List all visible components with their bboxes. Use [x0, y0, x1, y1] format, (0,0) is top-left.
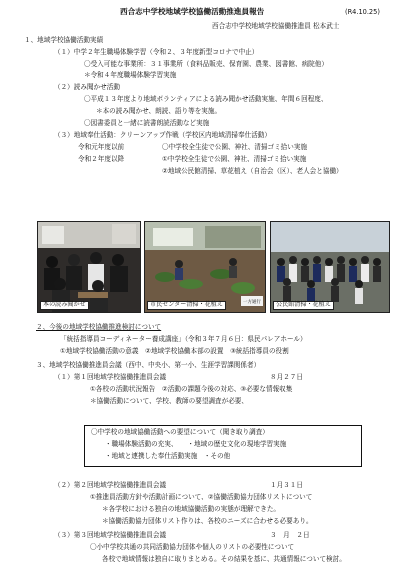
section1-heading: １、地域学校協働活動実績: [24, 36, 104, 44]
meeting2-date: １月３１日: [270, 481, 303, 489]
seminar-line: 「統括指導員コーディネーター養成講座」（令和３年７月６日：県民パレアホール）: [60, 335, 307, 343]
photo-civic-center: [144, 221, 266, 313]
meeting1-label: （１）第１回地域学校協働推進員会議: [54, 373, 167, 381]
meeting3-date: ３ 月 ２日: [270, 531, 310, 539]
item3-period1: 令和元年度以前: [78, 143, 125, 151]
photo-community-hall: [270, 221, 390, 313]
report-author: 西合志中学校地域学校協働推進員 松本武士: [212, 22, 340, 30]
community-hall-photo-image: [271, 222, 389, 312]
reading-photo-image: [38, 222, 140, 312]
report-title: 西合志中学校地域学校協働活動推進員報告: [120, 7, 265, 16]
item2-line3: 〇図書委員と一緒に読書朗読活動など実施: [84, 119, 210, 127]
item3-period2-text: ①中学校全生徒で公園、神社、清掃ゴミ拾い実施: [162, 155, 307, 163]
item3-period1-text: 〇中学校全生徒で公園、神社、清掃ゴミ拾い実施: [162, 143, 308, 151]
item2-line1: 〇平成１３年度より地域ボランティアによる読み聞かせ活動実施、年間６回程度、: [84, 95, 328, 103]
item3-period2: 令和２年度以降: [78, 155, 125, 163]
item1-label: （１）中学２年生職場体験学習（令和２、３年度新型コロナで中止）: [54, 48, 259, 56]
meeting2-label: （２）第２回地域学校協働推進員会議: [54, 481, 167, 489]
seminar-topics: ①地域学校協働活動の意義 ②地域学校協働本部の設置 ③統括指導員の役割: [60, 347, 289, 355]
request-box-line2: ・地域と連携した奉仕活動実施 ・その他: [105, 452, 231, 460]
item1-line1: 〇受入可能な事業所：３１事業所（食料品販売、保育園、農業、図書館、病院他）: [84, 60, 328, 68]
civic-center-photo-image: [145, 222, 265, 312]
meeting3-label: （３）第３回地域学校協働推進員会議: [54, 531, 167, 539]
meeting1-line1: ①各校の活動状況報告 ②活動の課題今後の対応、③必要な情報収集: [90, 385, 293, 393]
report-date: (R4.10.25): [345, 8, 380, 16]
caption-reading: 本の読み聞かせ: [40, 301, 89, 310]
item3-period2-text2: ②地域公民館清掃、草花植え（自治会（区）、老人会と協働）: [162, 167, 343, 175]
request-box: [84, 425, 362, 467]
item3-label: （３）地域奉仕活動：クリーンアップ作戦（学校区内地域清掃奉仕活動）: [54, 131, 271, 139]
section2-heading: ２、今後の地域学校協働推進検討について: [36, 323, 162, 331]
item1-line2: ＊令和４年度職場体験学習実施: [84, 71, 177, 79]
meeting3-line1: 〇小中学校共通の共同活動協力団体や個人のリストの必要性について: [90, 543, 295, 551]
meeting2-line2: ＊各学校における独自の地域協働活動の実態が理解できた。: [102, 505, 281, 513]
section3-heading: ３、地域学校協働推進員会議（西中、中央小、第一小、生涯学習課関係者）: [36, 361, 261, 369]
caption-civic-center: 市民センター清掃・花植え: [147, 301, 226, 310]
meeting1-line2: ＊協働活動について、学校、教師の要望調査が必要、: [90, 397, 248, 405]
request-box-line1: ・職場体験活動の充実、 ・地域の歴史文化の現地学習実施: [105, 440, 287, 448]
meeting1-date: ８月２７日: [270, 373, 303, 381]
item2-line2: ＊本の読み聞かせ、朗読、語り等を実施。: [96, 107, 222, 115]
item2-label: （２）読み聞かせ活動: [54, 83, 120, 91]
caption-community-hall: 公民館清掃・花植え: [273, 301, 334, 310]
request-box-title: 〇中学校の地域協働活動への要望について（聞き取り調査）: [91, 428, 269, 436]
meeting2-line1: ①推進員活動方針や活動計画について、②協働活動協力団体リストについて: [90, 493, 313, 501]
one-way-sign-text: 一方通行: [243, 300, 261, 305]
meeting2-line3: ＊協働活動協力団体リスト作りは、各校のニーズに合わせる必要あり。: [102, 517, 313, 525]
meeting3-line2: 各校で地域情報は独自に取りまとめる。その結果を基に、共通情報について検討。: [102, 555, 346, 563]
photo-reading: [37, 221, 141, 313]
